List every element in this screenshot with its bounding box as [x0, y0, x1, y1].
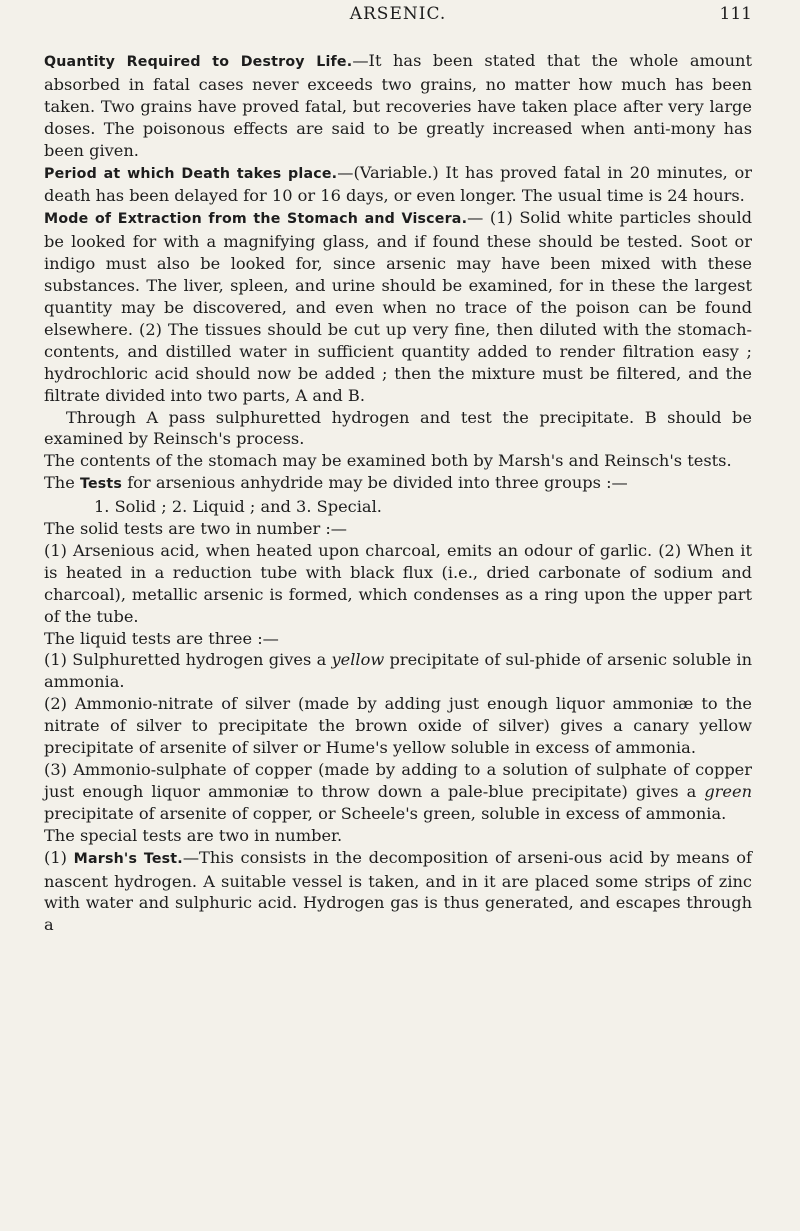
paragraph-text: precipitate of arsenite of copper, or Scheele's green, soluble in excess of ammonia. — [44, 803, 727, 823]
paragraph-text: — (1) Solid white particles should be looked for with a magnifying glass, and if found these should be tested. Soot or indigo must also be looked for, since arsenic may have been mixed with these substances. The liver, spleen, and urine should be examined, for in these the largest quantity may be discovered, and even when no trace of the poison can be found elsewhere. (2) The tissues should be cut up very fine, then diluted with the stomach-contents, and distilled water in sufficient quantity added to render filtration easy ; hydrochloric acid should now be added ; then the mixture must be filtered, and the filtrate divided into two parts, A and B. — [44, 208, 753, 405]
paragraph-extraction — [44, 207, 752, 406]
paragraph-text: (1) Sulphuretted hydrogen gives a — [44, 650, 332, 670]
paragraph-special-tests: The special tests are two in number. — [44, 825, 343, 845]
paragraph-liquid-test-3 — [44, 759, 752, 825]
paragraph-text: The — [44, 473, 80, 493]
paragraph-period — [44, 162, 752, 208]
heading-marsh-test: Marsh's Test. — [73, 850, 183, 867]
paragraph-text: (1) — [44, 847, 74, 867]
paragraph-tests-groups — [44, 472, 752, 496]
paragraph-liquid-tests: The liquid tests are three :— — [44, 628, 279, 648]
paragraph-quantity — [44, 50, 752, 162]
paragraph-liquid-test-1 — [44, 649, 752, 693]
paragraph-through-a: Through A pass sulphuretted hydrogen and test the precipitate. B should be examined by Reinsch's process. — [44, 407, 752, 449]
body-text — [44, 50, 752, 936]
heading-quantity-required: Quantity Required to Destroy Life. — [44, 54, 353, 70]
paragraph-text: for arsenious anhydride may be divided into three groups :— — [122, 473, 628, 493]
page-number: 111 — [719, 4, 752, 24]
emphasis-yellow: yellow — [331, 650, 385, 670]
emphasis-green: green — [704, 781, 752, 801]
paragraph-solid-tests-detail: (1) Arsenious acid, when heated upon charcoal, emits an odour of garlic. (2) When it is heated in a reduction tube with black flux (i.e., dried carbonate of sodium and charcoal), metallic arsenic is formed, which condenses as a ring upon the upper part of the tube. — [44, 540, 752, 626]
paragraph-group-list: 1. Solid ; 2. Liquid ; and 3. Special. — [94, 497, 382, 517]
paragraph-text: —This consists in the decomposition of arseni-ous acid by means of nascent hydrogen. A suitable vessel is taken, and in it are placed some strips of zinc with water and sulphuric acid. Hydrogen gas is thus generated, and escapes through a — [44, 847, 752, 935]
paragraph-liquid-test-2: (2) Ammonio-nitrate of silver (made by adding just enough liquor ammoniæ to the nitrate of silver to precipitate the brown oxide of silver) gives a canary yellow precipitate of arsenite of silver or Hume's yellow soluble in excess of ammonia. — [44, 694, 752, 758]
paragraph-solid-tests: The solid tests are two in number :— — [44, 519, 347, 539]
heading-period-of-death: Period at which Death takes place. — [44, 165, 338, 182]
paragraph-text: —It has been stated that the whole amount absorbed in fatal cases never exceeds two grains, no matter how much has been taken. Two grains have proved fatal, but recoveries have taken place after very large doses. The poisonous effects are said to be greatly increased when anti-mony has been given. — [44, 51, 752, 160]
page-header — [44, 0, 752, 50]
paragraph-marsh-test — [44, 847, 752, 937]
heading-tests: Tests — [79, 476, 123, 493]
paragraph-text: (3) Ammonio-sulphate of copper (made by adding to a solution of sulphate of copper just enough liquor ammoniæ to throw down a pale-blue precipitate) gives a — [44, 760, 752, 801]
running-title: ARSENIC. — [349, 4, 447, 24]
paragraph-contents: The contents of the stomach may be examined both by Marsh's and Reinsch's tests. — [44, 451, 732, 471]
paragraph-text: precipitate of sul-phide of arsenic soluble in ammonia. — [44, 650, 752, 692]
heading-mode-of-extraction: Mode of Extraction from the Stomach and Viscera. — [44, 211, 468, 228]
paragraph-text: —(Variable.) It has proved fatal in 20 minutes, or death has been delayed for 10 or 16 days, or even longer. The usual time is 24 hours. — [44, 162, 752, 206]
